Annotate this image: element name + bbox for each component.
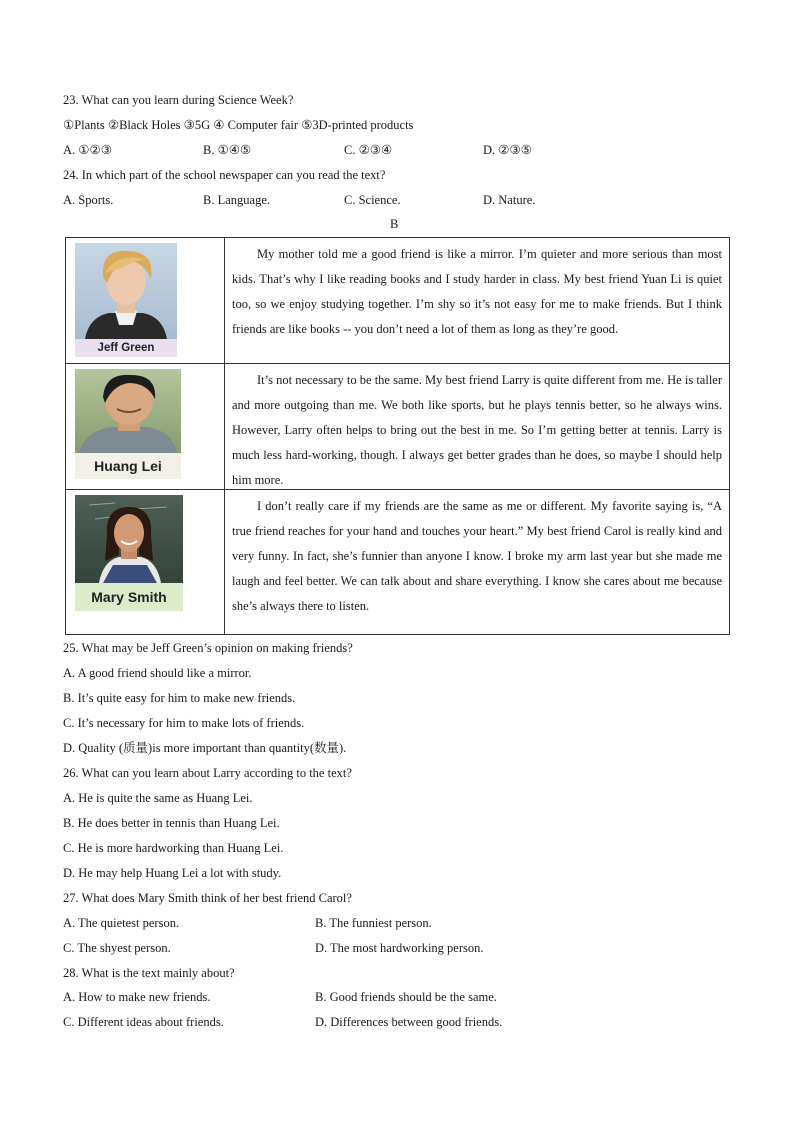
q28-option-c: C. Different ideas about friends. bbox=[63, 1015, 224, 1029]
section-label: B bbox=[390, 217, 399, 231]
q23-option-b: B. ①④⑤ bbox=[203, 143, 252, 157]
text-cell bbox=[225, 364, 730, 490]
q23-option-c: C. ②③④ bbox=[344, 143, 393, 157]
q25-option-a: A. A good friend should like a mirror. bbox=[63, 666, 252, 680]
jeff-green-text: My mother told me a good friend is like a mirror. I’m quieter and more serious than most kids. That’s why I like reading books and I study harder in class. My best friend Yuan Li is quiet too, so we enjoy studying together. I’m shy so it’s not easy for me to make friends. But I think friends are like books -- you don’t need a lot of them as long as they’re good. bbox=[232, 247, 722, 336]
text-cell bbox=[225, 490, 730, 635]
q24-option-a: A. Sports. bbox=[63, 193, 114, 207]
q28-option-a: A. How to make new friends. bbox=[63, 990, 211, 1004]
q26-option-c: C. He is more hardworking than Huang Lei. bbox=[63, 841, 284, 855]
profile-row bbox=[66, 238, 730, 364]
photo-cell bbox=[66, 490, 225, 635]
q27-option-a: A. The quietest person. bbox=[63, 916, 180, 930]
q26-option-b: B. He does better in tennis than Huang Lei. bbox=[63, 816, 280, 830]
q24-option-b: B. Language. bbox=[203, 193, 270, 207]
q27-question: 27. What does Mary Smith think of her best friend Carol? bbox=[63, 891, 352, 905]
q25-question: 25. What may be Jeff Green’s opinion on making friends? bbox=[63, 641, 353, 655]
q24-question: 24. In which part of the school newspaper can you read the text? bbox=[63, 168, 386, 182]
q24-option-d: D. Nature. bbox=[483, 193, 536, 207]
huang-lei-photo bbox=[75, 369, 224, 479]
jeff-green-photo bbox=[75, 243, 224, 357]
mary-smith-photo bbox=[75, 495, 224, 611]
q26-option-d: D. He may help Huang Lei a lot with study. bbox=[63, 866, 282, 880]
profile-row bbox=[66, 490, 730, 635]
q23-option-d: D. ②③⑤ bbox=[483, 143, 532, 157]
q23-items: ①Plants ②Black Holes ③5G ④ Computer fair ⑤3D-printed products bbox=[63, 118, 414, 132]
q25-option-c: C. It’s necessary for him to make lots of friends. bbox=[63, 716, 305, 730]
q26-option-a: A. He is quite the same as Huang Lei. bbox=[63, 791, 253, 805]
portrait-image bbox=[75, 495, 183, 583]
photo-cell bbox=[66, 238, 225, 364]
q28-option-d: D. Differences between good friends. bbox=[315, 1015, 503, 1029]
q27-option-d: D. The most hardworking person. bbox=[315, 941, 484, 955]
photo-caption: Huang Lei bbox=[75, 453, 181, 479]
mary-smith-text: I don’t really care if my friends are the same as me or different. My favorite saying is, “A true friend reaches for your hand and touches your heart.” My best friend Carol is really kind and very funny. In fact, she’s funnier than anyone I know. I broke my arm last year but she made me laugh and feel better. We can talk about and share everything. I know she cares about me because she’s always there to listen. bbox=[232, 499, 722, 613]
q28-question: 28. What is the text mainly about? bbox=[63, 966, 235, 980]
q23-question: 23. What can you learn during Science Week? bbox=[63, 93, 294, 107]
q25-option-b: B. It’s quite easy for him to make new friends. bbox=[63, 691, 296, 705]
huang-lei-text: It’s not necessary to be the same. My best friend Larry is quite different from me. He is taller and more outgoing than me. We both like sports, but he plays tennis better, so he always wins. However, Larry often helps to bring out the best in me. So I’m getting better at tennis. Larry is much less hard-working, though. I always get better grades than he does, so maybe I should help him more. bbox=[232, 373, 722, 487]
profiles-table bbox=[65, 237, 730, 635]
profile-row bbox=[66, 364, 730, 490]
q25-option-d: D. Quality (质量)is more important than quantity(数量). bbox=[63, 741, 347, 755]
q23-option-a: A. ①②③ bbox=[63, 143, 112, 157]
photo-caption: Mary Smith bbox=[75, 583, 183, 611]
portrait-image bbox=[75, 243, 177, 339]
text-cell bbox=[225, 238, 730, 364]
photo-caption: Jeff Green bbox=[75, 339, 177, 357]
q24-option-c: C. Science. bbox=[344, 193, 401, 207]
q27-option-b: B. The funniest person. bbox=[315, 916, 432, 930]
q28-option-b: B. Good friends should be the same. bbox=[315, 990, 497, 1004]
q26-question: 26. What can you learn about Larry according to the text? bbox=[63, 766, 352, 780]
photo-cell bbox=[66, 364, 225, 490]
q27-option-c: C. The shyest person. bbox=[63, 941, 171, 955]
portrait-image bbox=[75, 369, 181, 453]
